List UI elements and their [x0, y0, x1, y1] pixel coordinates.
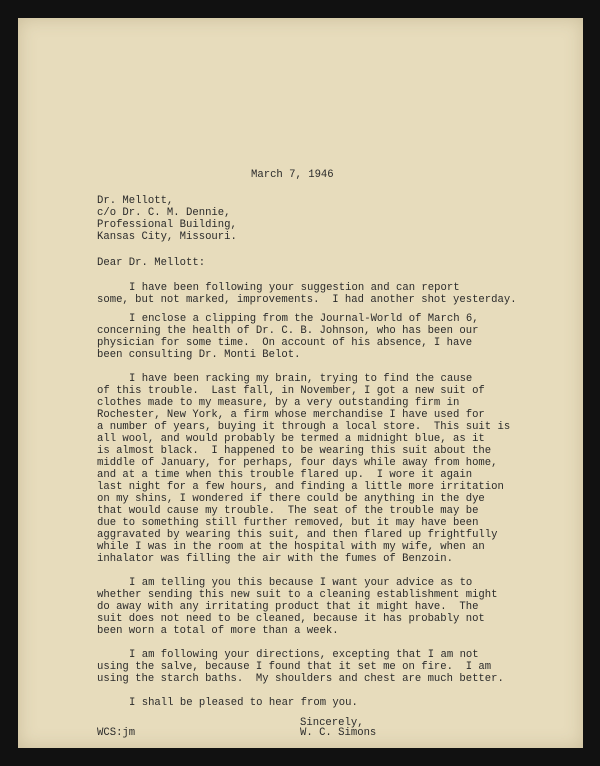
body-line: suit does not need to be cleaned, because it has probably not — [97, 613, 485, 625]
body-line: all wool, and would probably be termed a midnight blue, as it — [97, 433, 485, 445]
body-line: been consulting Dr. Monti Belot. — [97, 349, 301, 361]
body-line: of this trouble. Last fall, in November, I got a new suit of — [97, 385, 485, 397]
body-line: been worn a total of more than a week. — [97, 625, 339, 637]
body-line: and at a time when this trouble flared up. I wore it again — [97, 469, 473, 481]
letter-page — [18, 18, 583, 748]
body-line: I am following your directions, excepting that I am not — [129, 649, 479, 661]
body-line: while I was in the room at the hospital with my wife, when an — [97, 541, 485, 553]
body-line: some, but not marked, improvements. I had another shot yesterday. — [97, 294, 517, 306]
body-line: physician for some time. On account of his absence, I have — [97, 337, 473, 349]
typist-initials: WCS:jm — [97, 727, 136, 739]
body-line: I am telling you this because I want your advice as to — [129, 577, 473, 589]
body-line: using the salve, because I found that it set me on fire. I am — [97, 661, 492, 673]
address-line: Dr. Mellott, — [97, 195, 174, 207]
body-line: concerning the health of Dr. C. B. Johnson, who has been our — [97, 325, 479, 337]
salutation: Dear Dr. Mellott: — [97, 257, 206, 269]
body-line: inhalator was filling the air with the fumes of Benzoin. — [97, 553, 454, 565]
body-line: Rochester, New York, a firm whose merchandise I have used for — [97, 409, 485, 421]
body-line: whether sending this new suit to a cleaning establishment might — [97, 589, 498, 601]
address-line: Professional Building, — [97, 219, 237, 231]
letter-date: March 7, 1946 — [251, 169, 334, 181]
body-line: is almost black. I happened to be wearing this suit about the — [97, 445, 492, 457]
closing: Sincerely, — [300, 717, 364, 729]
body-line: a number of years, buying it through a local store. This suit is — [97, 421, 511, 433]
body-line: I enclose a clipping from the Journal-World of March 6, — [129, 313, 479, 325]
body-line: last night for a few hours, and finding a little more irritation — [97, 481, 504, 493]
body-line: clothes made to my measure, by a very outstanding firm in — [97, 397, 460, 409]
body-line: I shall be pleased to hear from you. — [129, 697, 358, 709]
body-line: that would cause my trouble. The seat of the trouble may be — [97, 505, 479, 517]
signer-name: W. C. Simons — [300, 727, 377, 739]
body-line: due to something still further removed, but it may have been — [97, 517, 479, 529]
address-line: Kansas City, Missouri. — [97, 231, 237, 243]
body-line: do away with any irritating product that it might have. The — [97, 601, 479, 613]
body-line: using the starch baths. My shoulders and chest are much better. — [97, 673, 504, 685]
address-line: c/o Dr. C. M. Dennie, — [97, 207, 231, 219]
body-line: middle of January, for perhaps, four days while away from home, — [97, 457, 498, 469]
body-line: I have been following your suggestion and can report — [129, 282, 460, 294]
body-line: I have been racking my brain, trying to find the cause — [129, 373, 473, 385]
body-line: aggravated by wearing this suit, and then flared up frightfully — [97, 529, 498, 541]
body-line: on my shins, I wondered if there could be anything in the dye — [97, 493, 485, 505]
